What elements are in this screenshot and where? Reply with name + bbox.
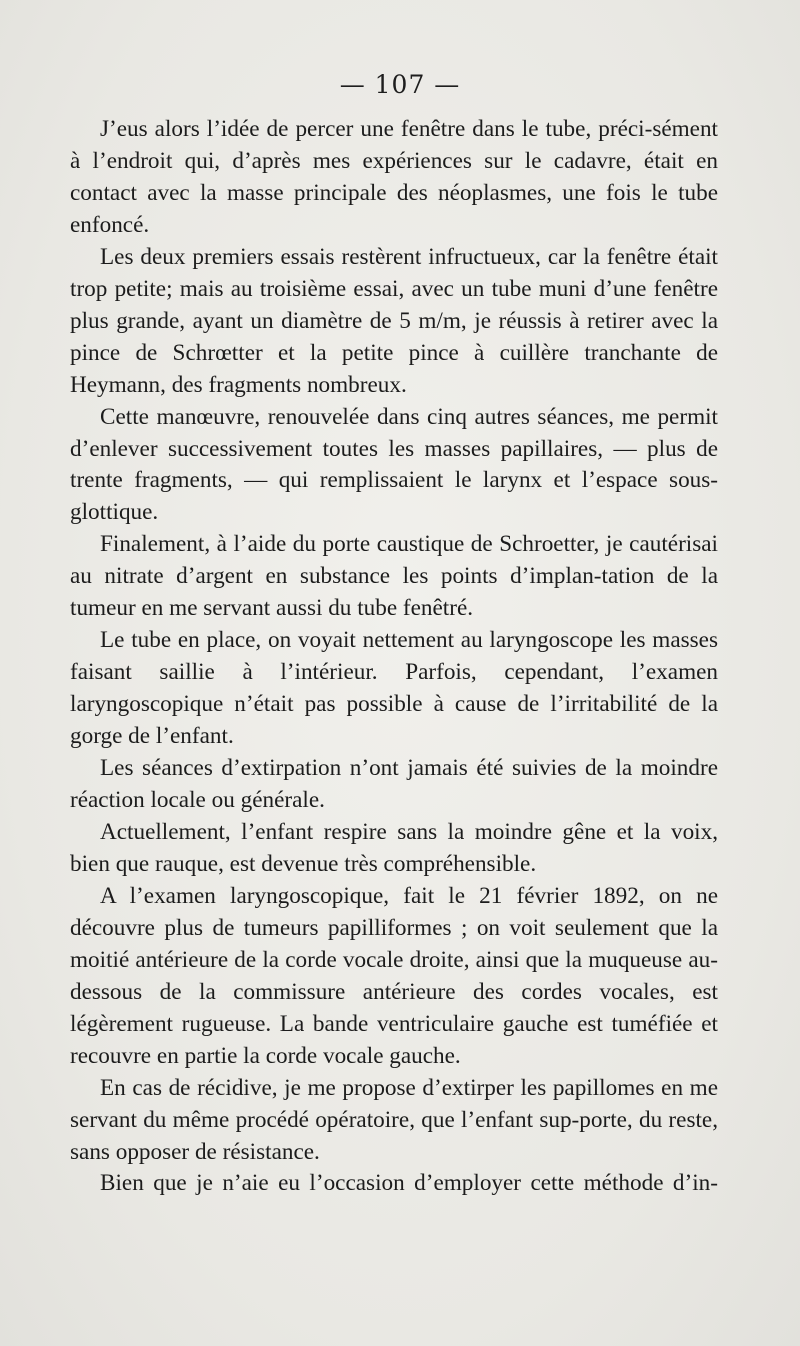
paragraph-4: Finalement, à l’aide du porte caustique de Schroetter, je cautérisai au nitrate d’argent en substance les points d’implan-tation de la tumeur en me servant aussi du tube fenêtré. xyxy=(70,531,718,622)
paragraph-2: Les deux premiers essais restèrent infructueux, car la fenêtre était trop petite; mais au troisième essai, avec un tube muni d’une fenêtre plus grande, ayant un diamètre de 5 m/m, je réussis à retirer avec la pince de Schrœtter et la petite pince à cuillère tranchante de Heymann, des fragments nombreux. xyxy=(70,243,718,398)
paragraph-7: Actuellement, l’enfant respire sans la moindre gêne et la voix, bien que rauque, est devenue très compréhensible. xyxy=(70,818,718,877)
paragraph-1: J’eus alors l’idée de percer une fenêtre dans le tube, préci-sément à l’endroit qui, d’après mes expériences sur le cadavre, était en contact avec la masse principale des néoplasmes, une fois le tube enfoncé. xyxy=(70,116,718,238)
paragraph-3: Cette manœuvre, renouvelée dans cinq autres séances, me permit d’enlever successivement toutes les masses papillaires, — plus de trente fragments, — qui remplissaient le larynx et l’espace sous-glottique. xyxy=(70,403,718,526)
paragraph-6: Les séances d’extirpation n’ont jamais été suivies de la moindre réaction locale ou générale. xyxy=(70,755,718,814)
paragraph-5: Le tube en place, on voyait nettement au laryngoscope les masses faisant saillie à l’intérieur. Parfois, cependant, l’examen laryngoscopique n’était pas possible à cause de l’irritabilité de la gorge de l’enfant. xyxy=(70,627,718,750)
paragraph-8: A l’examen laryngoscopique, fait le 21 février 1892, on ne découvre plus de tumeurs papilliformes ; on voit seulement que la moitié antérieure de la corde vocale droite, ainsi que la muqueuse au-dessous de la commissure antérieure des cordes vocales, est légèrement rugueuse. La bande ventriculaire gauche est tuméfiée et recouvre en partie la corde vocale gauche. xyxy=(70,882,718,1069)
page-number: — 107 — xyxy=(339,70,461,99)
body-text xyxy=(70,114,718,1200)
paragraph-9: En cas de récidive, je me propose d’extirper les papillomes en me servant du même procédé opératoire, que l’enfant sup-porte, du reste, sans opposer de résistance. xyxy=(70,1074,718,1165)
paragraph-10: Bien que je n’aie eu l’occasion d’employer cette méthode d’in- xyxy=(100,1170,718,1197)
